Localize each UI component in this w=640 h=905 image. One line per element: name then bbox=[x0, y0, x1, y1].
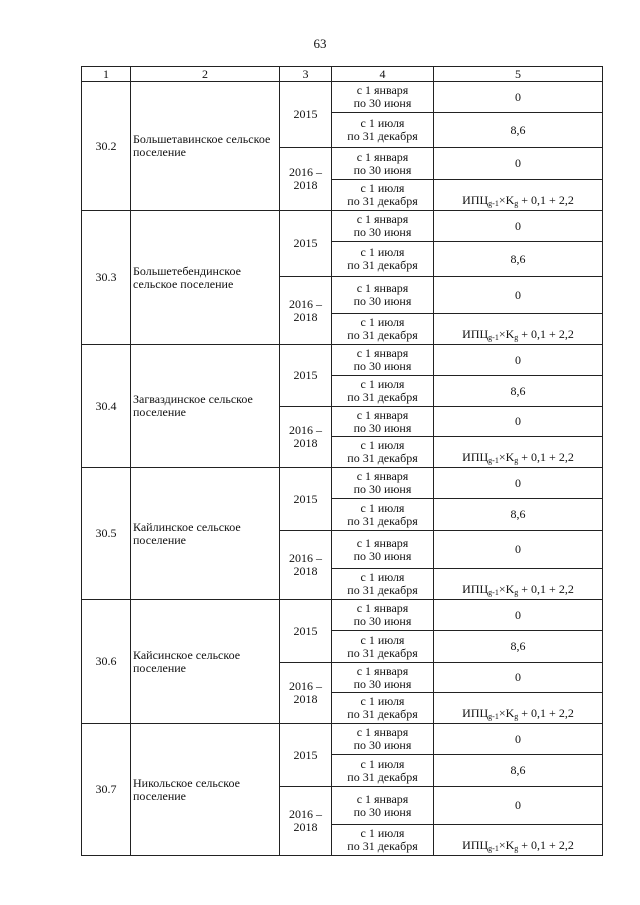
period-end: по 31 декабря bbox=[347, 839, 418, 853]
row-number: 30.5 bbox=[82, 468, 131, 600]
period-cell bbox=[332, 180, 434, 211]
tariff-value bbox=[434, 825, 603, 856]
period-start: с 1 января bbox=[356, 791, 409, 806]
period-cell bbox=[332, 787, 434, 825]
formula-main: ИПЦ bbox=[462, 705, 489, 720]
tariff-value: 0 bbox=[434, 211, 603, 242]
period-cell bbox=[332, 724, 434, 755]
period-end: по 31 декабря bbox=[347, 769, 418, 784]
formula-sub-prev: g-1 bbox=[488, 843, 499, 853]
period-start: с 1 июля bbox=[360, 245, 405, 260]
period-start: с 1 июля bbox=[360, 826, 405, 841]
period-end: по 30 июня bbox=[353, 804, 412, 819]
period-start: с 1 января bbox=[356, 83, 409, 98]
column-header: 2 bbox=[131, 67, 280, 82]
index-formula bbox=[462, 327, 574, 341]
year-cell: 2015 bbox=[280, 468, 332, 531]
period-cell bbox=[332, 755, 434, 787]
formula-tail: + 0,1 + 2,2 bbox=[518, 326, 574, 341]
tariff-value: 0 bbox=[434, 468, 603, 499]
period-cell bbox=[332, 345, 434, 376]
tariff-value: 8,6 bbox=[434, 631, 603, 663]
period-end: по 31 декабря bbox=[347, 583, 418, 597]
period-end: по 30 июня bbox=[353, 294, 412, 308]
table-row bbox=[82, 211, 603, 242]
row-number: 30.3 bbox=[82, 211, 131, 345]
period-end: по 31 декабря bbox=[347, 194, 418, 208]
formula-sub: g bbox=[514, 711, 519, 721]
period-cell bbox=[332, 825, 434, 856]
settlement-name: Загваздинское сельское поселение bbox=[131, 345, 280, 468]
period-cell bbox=[332, 693, 434, 724]
period-cell bbox=[332, 242, 434, 277]
formula-main: ИПЦ bbox=[462, 192, 489, 207]
period-end: по 30 июня bbox=[353, 359, 412, 373]
tariff-table bbox=[81, 66, 603, 856]
formula-main: ИПЦ bbox=[462, 581, 489, 596]
period-start: с 1 июля bbox=[360, 181, 405, 196]
tariff-value: 0 bbox=[434, 663, 603, 693]
period-end: по 31 декабря bbox=[347, 645, 418, 660]
year-cell: 2016 – 2018 bbox=[280, 663, 332, 724]
tariff-value: 0 bbox=[434, 531, 603, 569]
tariff-value: 0 bbox=[434, 82, 603, 113]
period-start: с 1 июля bbox=[360, 756, 405, 771]
period-end: по 30 июня bbox=[353, 676, 412, 691]
tariff-value: 0 bbox=[434, 787, 603, 825]
period-end: по 30 июня bbox=[353, 738, 412, 752]
period-end: по 31 декабря bbox=[347, 707, 418, 721]
formula-sub: g bbox=[514, 198, 519, 208]
formula-tail: + 0,1 + 2,2 bbox=[518, 449, 574, 464]
tariff-value: 0 bbox=[434, 277, 603, 314]
column-header: 3 bbox=[280, 67, 332, 82]
table-row bbox=[82, 600, 603, 631]
period-end: по 31 декабря bbox=[347, 513, 418, 528]
period-start: с 1 января bbox=[356, 281, 409, 296]
period-end: по 30 июня bbox=[353, 162, 412, 177]
period-cell bbox=[332, 569, 434, 600]
row-number: 30.7 bbox=[82, 724, 131, 856]
year-cell: 2015 bbox=[280, 724, 332, 787]
index-formula bbox=[462, 193, 574, 207]
tariff-value: 8,6 bbox=[434, 376, 603, 407]
table-row bbox=[82, 468, 603, 499]
tariff-value: 8,6 bbox=[434, 755, 603, 787]
period-start: с 1 июля bbox=[360, 632, 405, 647]
table-header-row bbox=[82, 67, 603, 82]
formula-mult: ×K bbox=[498, 192, 515, 207]
period-cell bbox=[332, 82, 434, 113]
period-start: с 1 июля bbox=[360, 377, 405, 392]
tariff-value: 0 bbox=[434, 345, 603, 376]
year-cell: 2016 – 2018 bbox=[280, 148, 332, 211]
table-row bbox=[82, 724, 603, 755]
period-cell bbox=[332, 531, 434, 569]
formula-sub: g bbox=[514, 843, 519, 853]
period-start: с 1 января bbox=[356, 469, 409, 484]
tariff-value: 0 bbox=[434, 724, 603, 755]
row-number: 30.4 bbox=[82, 345, 131, 468]
formula-tail: + 0,1 + 2,2 bbox=[518, 581, 574, 596]
formula-main: ИПЦ bbox=[462, 326, 489, 341]
period-start: с 1 января bbox=[356, 407, 409, 422]
period-start: с 1 июля bbox=[360, 570, 405, 585]
formula-tail: + 0,1 + 2,2 bbox=[518, 192, 574, 207]
formula-sub-prev: g-1 bbox=[488, 455, 499, 465]
period-end: по 30 июня bbox=[353, 482, 412, 496]
tariff-value: 8,6 bbox=[434, 499, 603, 531]
period-cell bbox=[332, 277, 434, 314]
formula-sub-prev: g-1 bbox=[488, 711, 499, 721]
formula-sub: g bbox=[514, 587, 519, 597]
year-cell: 2016 – 2018 bbox=[280, 407, 332, 468]
period-end: по 30 июня bbox=[353, 225, 412, 239]
period-end: по 31 декабря bbox=[347, 129, 418, 143]
row-number: 30.6 bbox=[82, 600, 131, 724]
year-cell: 2015 bbox=[280, 211, 332, 277]
period-start: с 1 января bbox=[356, 149, 409, 164]
period-start: с 1 января bbox=[356, 601, 409, 616]
page-number: 63 bbox=[313, 36, 327, 51]
tariff-value: 0 bbox=[434, 148, 603, 180]
tariff-value bbox=[434, 437, 603, 468]
period-start: с 1 января bbox=[356, 346, 409, 361]
formula-mult: ×K bbox=[498, 449, 515, 464]
period-end: по 31 декабря bbox=[347, 258, 418, 272]
formula-main: ИПЦ bbox=[462, 837, 489, 852]
year-cell: 2016 – 2018 bbox=[280, 787, 332, 856]
period-cell bbox=[332, 407, 434, 437]
period-cell bbox=[332, 437, 434, 468]
formula-mult: ×K bbox=[498, 837, 515, 852]
tariff-value: 0 bbox=[434, 407, 603, 437]
period-start: с 1 июля bbox=[360, 438, 405, 453]
period-cell bbox=[332, 314, 434, 345]
settlement-name: Кайсинское сельское поселение bbox=[131, 600, 280, 724]
settlement-name: Кайлинское сельское поселение bbox=[131, 468, 280, 600]
tariff-value bbox=[434, 569, 603, 600]
formula-sub-prev: g-1 bbox=[488, 332, 499, 342]
period-cell bbox=[332, 113, 434, 148]
column-header: 5 bbox=[434, 67, 603, 82]
tariff-value: 0 bbox=[434, 600, 603, 631]
formula-main: ИПЦ bbox=[462, 449, 489, 464]
period-start: с 1 июля bbox=[360, 116, 405, 131]
period-end: по 31 декабря bbox=[347, 451, 418, 465]
formula-mult: ×K bbox=[498, 326, 515, 341]
index-formula bbox=[462, 706, 574, 720]
period-cell bbox=[332, 468, 434, 499]
formula-sub-prev: g-1 bbox=[488, 198, 499, 208]
tariff-value bbox=[434, 693, 603, 724]
period-start: с 1 января bbox=[356, 212, 409, 227]
period-start: с 1 января bbox=[356, 663, 409, 678]
period-start: с 1 января bbox=[356, 725, 409, 740]
period-cell bbox=[332, 663, 434, 693]
index-formula bbox=[462, 838, 574, 852]
year-cell: 2015 bbox=[280, 82, 332, 148]
settlement-name: Никольское сельское поселение bbox=[131, 724, 280, 856]
year-cell: 2015 bbox=[280, 345, 332, 407]
period-start: с 1 июля bbox=[360, 694, 405, 709]
index-formula bbox=[462, 582, 574, 596]
period-end: по 30 июня bbox=[353, 420, 412, 435]
formula-tail: + 0,1 + 2,2 bbox=[518, 705, 574, 720]
period-end: по 31 декабря bbox=[347, 328, 418, 342]
period-cell bbox=[332, 211, 434, 242]
row-number: 30.2 bbox=[82, 82, 131, 211]
settlement-name: Большетавинское сельское поселение bbox=[131, 82, 280, 211]
year-cell: 2016 – 2018 bbox=[280, 277, 332, 345]
tariff-value: 8,6 bbox=[434, 242, 603, 277]
period-end: по 30 июня bbox=[353, 548, 412, 563]
year-cell: 2015 bbox=[280, 600, 332, 663]
period-start: с 1 января bbox=[356, 535, 409, 550]
tariff-value bbox=[434, 314, 603, 345]
period-cell bbox=[332, 600, 434, 631]
period-cell bbox=[332, 376, 434, 407]
formula-tail: + 0,1 + 2,2 bbox=[518, 837, 574, 852]
tariff-value: 8,6 bbox=[434, 113, 603, 148]
formula-sub: g bbox=[514, 332, 519, 342]
period-cell bbox=[332, 148, 434, 180]
formula-sub-prev: g-1 bbox=[488, 587, 499, 597]
period-cell bbox=[332, 499, 434, 531]
period-end: по 30 июня bbox=[353, 96, 412, 110]
period-cell bbox=[332, 631, 434, 663]
table-row bbox=[82, 82, 603, 113]
settlement-name: Большетебендинское сельское поселение bbox=[131, 211, 280, 345]
period-start: с 1 июля bbox=[360, 315, 405, 330]
column-header: 4 bbox=[332, 67, 434, 82]
formula-mult: ×K bbox=[498, 705, 515, 720]
formula-sub: g bbox=[514, 455, 519, 465]
index-formula bbox=[462, 450, 574, 464]
table-row bbox=[82, 345, 603, 376]
period-end: по 30 июня bbox=[353, 614, 412, 628]
period-start: с 1 июля bbox=[360, 500, 405, 515]
year-cell: 2016 – 2018 bbox=[280, 531, 332, 600]
column-header: 1 bbox=[82, 67, 131, 82]
period-end: по 31 декабря bbox=[347, 390, 418, 404]
formula-mult: ×K bbox=[498, 581, 515, 596]
tariff-value bbox=[434, 180, 603, 211]
